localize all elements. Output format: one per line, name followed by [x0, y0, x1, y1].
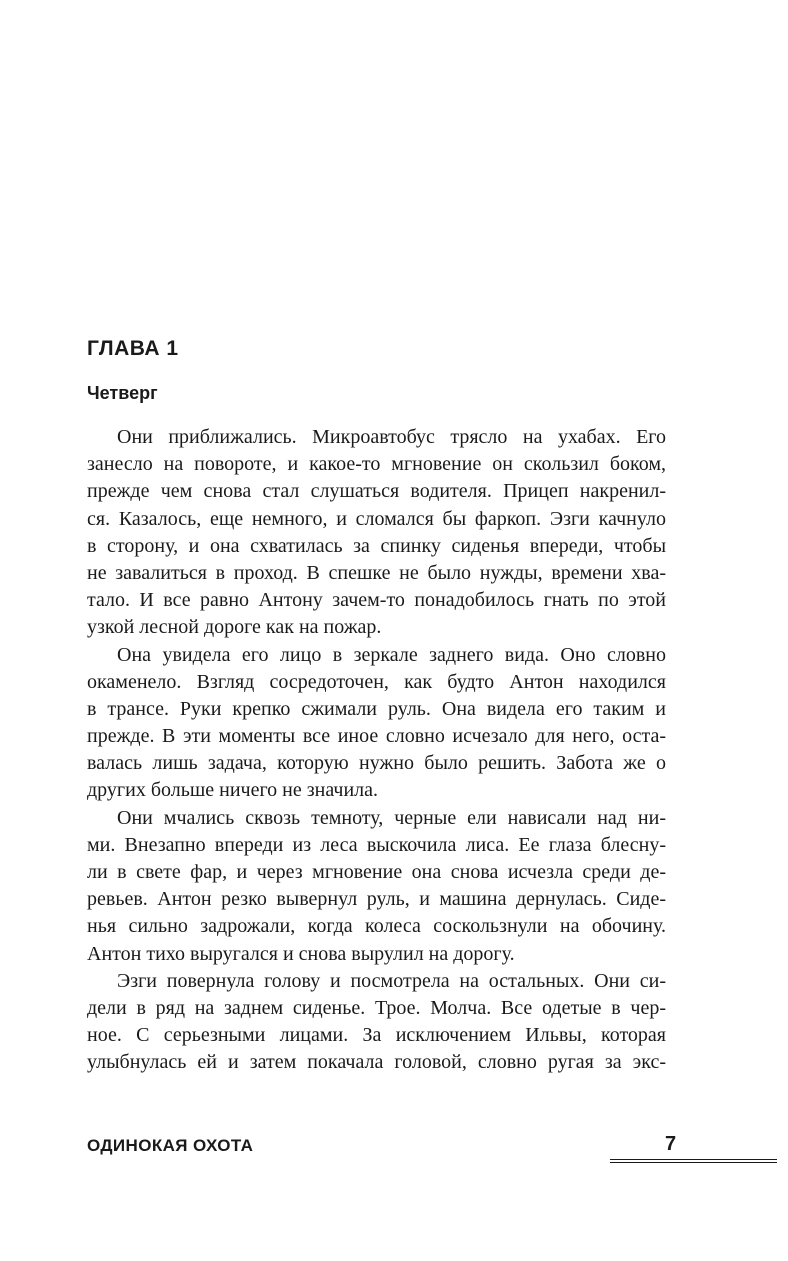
text-line: в трансе. Руки крепко сжимали руль. Она видела его таким и: [87, 697, 666, 720]
text-line: Они мчались сквозь темноту, черные ели нависали над ни-: [117, 806, 666, 829]
chapter-heading: ГЛАВА 1: [87, 337, 179, 360]
text-line: окаменело. Взгляд сосредоточен, как будто Антон находился: [87, 670, 666, 693]
text-line: прежде чем снова стал слушаться водителя. Прицеп накренил-: [87, 480, 666, 503]
text-line: тало. И все равно Антону зачем-то понадобилось гнать по этой: [87, 589, 666, 612]
text-line: ли в свете фар, и через мгновение она снова исчезла среди де-: [87, 861, 666, 883]
page-number: 7: [665, 1133, 677, 1155]
text-line: других больше ничего не значила.: [87, 779, 379, 802]
text-line: ное. С серьезными лицами. За исключением Ильвы, которая: [87, 1024, 666, 1047]
text-line: занесло на повороте, и какое-то мгновение он скользил боком,: [87, 453, 666, 476]
text-line: валась лишь задача, которую нужно было решить. Забота же о: [87, 752, 666, 775]
text-line: ревьев. Антон резко вывернул руль, и машина дернулась. Сиде-: [87, 888, 666, 911]
footer-rule-top: [610, 1159, 777, 1160]
section-heading: Четверг: [87, 383, 158, 403]
text-line: дели в ряд на заднем сиденье. Трое. Молча. Все одетые в чер-: [87, 996, 666, 1019]
footer-rule-bottom: [610, 1162, 777, 1163]
text-line: Она увидела его лицо в зеркале заднего вида. Оно словно: [117, 643, 666, 666]
text-line: улыбнулась ей и затем покачала головой, словно ругая за экс-: [87, 1051, 666, 1074]
text-line: Эзги повернула голову и посмотрела на остальных. Они си-: [117, 969, 666, 992]
text-line: Антон тихо выругался и снова вырулил на дорогу.: [87, 942, 515, 965]
text-line: узкой лесной дороге как на пожар.: [87, 616, 382, 639]
text-line: Они приближались. Микроавтобус трясло на ухабах. Его: [117, 426, 666, 448]
body-text: [87, 424, 666, 1077]
text-line: не завалиться в проход. В спешке не было нужды, времени хва-: [87, 561, 666, 584]
text-line: нья сильно задрожали, когда колеса соскользнули на обочину.: [87, 915, 666, 938]
text-line: в сторону, и она схватилась за спинку сиденья впереди, чтобы: [87, 534, 666, 557]
running-footer-title: ОДИНОКАЯ ОХОТА: [87, 1136, 254, 1155]
text-line: ся. Казалось, еще немного, и сломался бы фаркоп. Эзги качнуло: [87, 507, 666, 530]
text-line: прежде. В эти моменты все иное словно исчезало для него, оста-: [87, 725, 666, 748]
text-line: ми. Внезапно впереди из леса выскочила лиса. Ее глаза блесну-: [87, 833, 666, 856]
